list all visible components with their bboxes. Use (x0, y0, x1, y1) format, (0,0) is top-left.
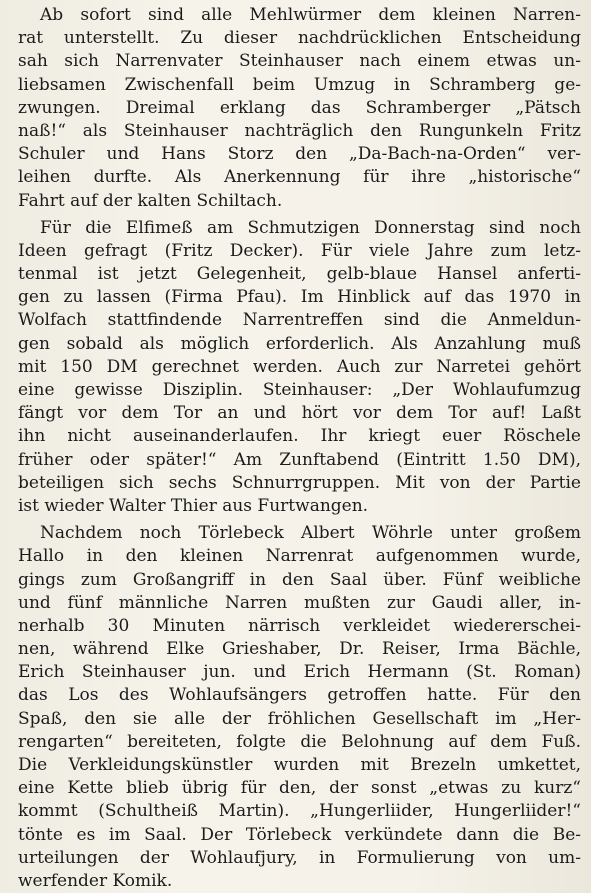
text-line: ist wieder Walter Thier aus Furtwangen. (18, 495, 369, 516)
text-line: mit 150 DM gerechnet werden. Auch zur Narretei gehört (18, 356, 581, 377)
text-line: Schuler und Hans Storz den „Da-Bach-na-Orden“ ver- (18, 144, 581, 165)
text-line: werfender Komik. (18, 870, 173, 891)
text-line: eine gewisse Disziplin. Steinhauser: „Der Wohlaufumzug (18, 380, 581, 400)
text-line: leihen durfte. Als Anerkennung für ihre „historische“ (18, 167, 581, 188)
text-line: tenmal ist jetzt Gelegenheit, gelb-blaue Hansel anferti- (18, 264, 581, 285)
text-line: und fünf männliche Narren mußten zur Gaudi aller, in- (18, 592, 581, 613)
text-line: urteilungen der Wohlaufjury, in Formulierung von um- (18, 847, 581, 868)
text-line: liebsamen Zwischenfall beim Umzug in Schramberg ge- (18, 74, 581, 95)
text-line: kommt (Schultheiß Martin). „Hungerliider, Hungerliider!“ (18, 801, 581, 822)
text-line: Für die Elfimeß am Schmutzigen Donnerstag sind noch (40, 217, 581, 238)
text-line: Fahrt auf der kalten Schiltach. (18, 190, 283, 211)
text-line: gen zu lassen (Firma Pfau). Im Hinblick auf das 1970 in (18, 287, 581, 308)
text-line: das Los des Wohlaufsängers getroffen hatte. Für den (18, 685, 581, 706)
text-line: Ab sofort sind alle Mehlwürmer dem kleinen Narren- (40, 5, 581, 25)
text-line: sah sich Narrenvater Steinhauser nach einem etwas un- (18, 51, 581, 72)
text-line: Die Verkleidungskünstler wurden mit Brezeln umkettet, (18, 755, 581, 775)
text-line: rat unterstellt. Zu dieser nachdrücklichen Entscheidung (18, 28, 581, 49)
text-line: gen sobald als möglich erforderlich. Als Anzahlung muß (18, 333, 581, 354)
text-line: ihn nicht auseinanderlaufen. Ihr kriegt euer Röschele (18, 426, 581, 447)
text-line: Nachdem noch Törlebeck Albert Wöhrle unter großem (40, 523, 581, 544)
text-line: fängt vor dem Tor an und hört vor dem Tor auf! Laßt (18, 403, 581, 424)
paragraph-1 (18, 4, 581, 213)
text-line: gings zum Großangriff in den Saal über. Fünf weibliche (18, 569, 581, 590)
text-line: rengarten“ bereiteten, folgte die Belohnung auf dem Fuß. (18, 731, 581, 752)
text-line: naß!“ als Steinhauser nachträglich den Rungunkeln Fritz (18, 120, 581, 141)
paragraph-3 (18, 522, 581, 893)
text-line: Spaß, den sie alle der fröhlichen Gesellschaft im „Her- (18, 708, 581, 729)
text-line: zwungen. Dreimal erklang das Schramberger „Pätsch (18, 97, 581, 118)
paragraph-2 (18, 217, 581, 518)
text-line: beteiligen sich sechs Schnurrgruppen. Mit von der Partie (18, 472, 581, 493)
text-line: Ideen gefragt (Fritz Decker). Für viele Jahre zum letz- (18, 240, 581, 261)
text-line: Erich Steinhauser jun. und Erich Hermann (St. Roman) (18, 662, 581, 683)
text-line: nen, während Elke Grieshaber, Dr. Reiser, Irma Bächle, (18, 639, 581, 660)
text-line: nerhalb 30 Minuten närrisch verkleidet wiedererschei- (18, 615, 581, 636)
text-line: eine Kette blieb übrig für den, der sonst „etwas zu kurz“ (18, 778, 581, 799)
text-line: Hallo in den kleinen Narrenrat aufgenommen wurde, (18, 546, 581, 567)
text-line: Wolfach stattfindende Narrentreffen sind die Anmeldun- (18, 310, 581, 331)
text-line: früher oder später!“ Am Zunftabend (Eintritt 1.50 DM), (18, 449, 581, 470)
text-line: tönte es im Saal. Der Törlebeck verkündete dann die Be- (18, 824, 581, 845)
